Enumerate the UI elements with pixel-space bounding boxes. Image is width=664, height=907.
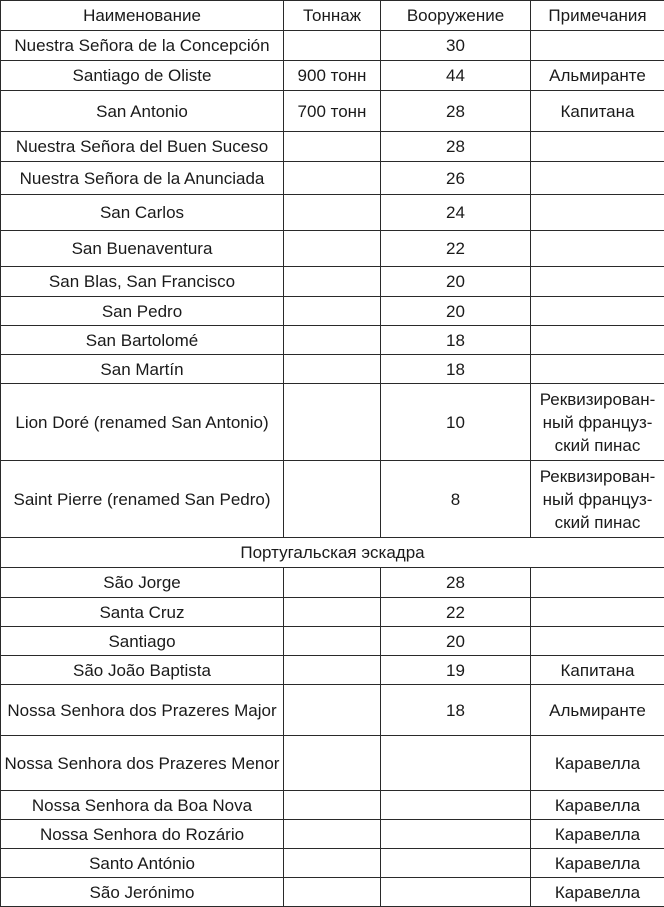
cell-tonnage	[284, 656, 381, 685]
cell-armament: 30	[381, 31, 531, 61]
table-row	[1, 736, 664, 791]
cell-name: San Martín	[1, 355, 284, 384]
cell-armament: 18	[381, 326, 531, 355]
cell-tonnage	[284, 627, 381, 656]
cell-name: Nossa Senhora do Rozário	[1, 820, 284, 849]
cell-name: São Jorge	[1, 568, 284, 598]
cell-name: Lion Doré (renamed San Antonio)	[1, 384, 284, 461]
cell-armament	[381, 849, 531, 878]
section-title: Португальская эскадра	[1, 538, 664, 568]
cell-notes: Капитана	[531, 656, 664, 685]
cell-name: Santo António	[1, 849, 284, 878]
cell-tonnage	[284, 231, 381, 267]
cell-armament: 10	[381, 384, 531, 461]
cell-armament: 28	[381, 132, 531, 162]
cell-notes	[531, 162, 664, 195]
cell-notes: Реквизирован-ный француз-ский пинас	[531, 384, 664, 461]
cell-tonnage	[284, 384, 381, 461]
cell-notes	[531, 598, 664, 627]
cell-name: Saint Pierre (renamed San Pedro)	[1, 461, 284, 538]
cell-notes: Каравелла	[531, 849, 664, 878]
cell-notes	[531, 267, 664, 297]
table-row	[1, 231, 664, 267]
cell-armament: 26	[381, 162, 531, 195]
table-row	[1, 878, 664, 907]
header-notes: Примечания	[531, 1, 664, 31]
cell-notes	[531, 132, 664, 162]
cell-name: San Pedro	[1, 297, 284, 326]
table-row	[1, 355, 664, 384]
cell-tonnage	[284, 267, 381, 297]
header-tonnage: Тоннаж	[284, 1, 381, 31]
cell-armament	[381, 820, 531, 849]
cell-tonnage	[284, 820, 381, 849]
cell-name: Nuestra Señora de la Concepción	[1, 31, 284, 61]
cell-notes: Капитана	[531, 91, 664, 132]
table-row	[1, 195, 664, 231]
header-name: Наименование	[1, 1, 284, 31]
cell-notes	[531, 297, 664, 326]
cell-armament: 8	[381, 461, 531, 538]
table-row	[1, 162, 664, 195]
cell-name: São João Baptista	[1, 656, 284, 685]
cell-armament: 28	[381, 568, 531, 598]
cell-tonnage	[284, 461, 381, 538]
table-row	[1, 91, 664, 132]
cell-name: Nuestra Señora de la Anunciada	[1, 162, 284, 195]
cell-tonnage	[284, 326, 381, 355]
table-row	[1, 61, 664, 91]
cell-tonnage	[284, 791, 381, 820]
cell-notes: Каравелла	[531, 878, 664, 907]
cell-name: Nossa Senhora da Boa Nova	[1, 791, 284, 820]
cell-notes: Реквизирован-ный француз-ский пинас	[531, 461, 664, 538]
table-row	[1, 297, 664, 326]
table-row	[1, 598, 664, 627]
cell-notes: Альмиранте	[531, 685, 664, 736]
cell-name: San Carlos	[1, 195, 284, 231]
cell-tonnage	[284, 162, 381, 195]
cell-armament: 44	[381, 61, 531, 91]
cell-name: San Bartolomé	[1, 326, 284, 355]
cell-tonnage	[284, 598, 381, 627]
cell-tonnage	[284, 568, 381, 598]
cell-notes	[531, 31, 664, 61]
cell-armament	[381, 791, 531, 820]
cell-name: Santiago de Oliste	[1, 61, 284, 91]
table-row	[1, 31, 664, 61]
cell-tonnage	[284, 195, 381, 231]
cell-armament: 28	[381, 91, 531, 132]
cell-tonnage: 900 тонн	[284, 61, 381, 91]
cell-tonnage	[284, 878, 381, 907]
cell-name: Nossa Senhora dos Prazeres Major	[1, 685, 284, 736]
cell-name: San Buenaventura	[1, 231, 284, 267]
table-row	[1, 849, 664, 878]
table-row	[1, 384, 664, 461]
cell-armament: 20	[381, 627, 531, 656]
cell-notes: Каравелла	[531, 736, 664, 791]
cell-name: Nossa Senhora dos Prazeres Menor	[1, 736, 284, 791]
table-row	[1, 267, 664, 297]
table-row	[1, 326, 664, 355]
cell-tonnage	[284, 736, 381, 791]
cell-tonnage	[284, 132, 381, 162]
cell-tonnage	[284, 297, 381, 326]
cell-name: São Jerónimo	[1, 878, 284, 907]
cell-notes: Каравелла	[531, 820, 664, 849]
cell-tonnage	[284, 849, 381, 878]
cell-name: Santiago	[1, 627, 284, 656]
cell-armament: 22	[381, 598, 531, 627]
cell-notes: Каравелла	[531, 791, 664, 820]
table-row	[1, 132, 664, 162]
table-row	[1, 685, 664, 736]
fleet-table-body	[1, 1, 664, 907]
cell-armament: 18	[381, 355, 531, 384]
table-row	[1, 568, 664, 598]
table-row	[1, 461, 664, 538]
table-row	[1, 627, 664, 656]
cell-armament: 22	[381, 231, 531, 267]
cell-armament	[381, 878, 531, 907]
cell-notes: Альмиранте	[531, 61, 664, 91]
cell-armament: 19	[381, 656, 531, 685]
cell-name: San Antonio	[1, 91, 284, 132]
cell-armament: 18	[381, 685, 531, 736]
cell-tonnage	[284, 685, 381, 736]
header-armament: Вооружение	[381, 1, 531, 31]
cell-notes	[531, 195, 664, 231]
cell-armament: 20	[381, 267, 531, 297]
table-row	[1, 791, 664, 820]
table-row	[1, 820, 664, 849]
cell-tonnage: 700 тонн	[284, 91, 381, 132]
table-header-row	[1, 1, 664, 31]
cell-notes	[531, 326, 664, 355]
cell-armament: 24	[381, 195, 531, 231]
cell-name: San Blas, San Francisco	[1, 267, 284, 297]
cell-armament: 20	[381, 297, 531, 326]
cell-tonnage	[284, 355, 381, 384]
cell-armament	[381, 736, 531, 791]
cell-name: Santa Cruz	[1, 598, 284, 627]
section-row	[1, 538, 664, 568]
cell-notes	[531, 568, 664, 598]
cell-notes	[531, 627, 664, 656]
table-row	[1, 656, 664, 685]
cell-tonnage	[284, 31, 381, 61]
cell-notes	[531, 355, 664, 384]
cell-name: Nuestra Señora del Buen Suceso	[1, 132, 284, 162]
cell-notes	[531, 231, 664, 267]
